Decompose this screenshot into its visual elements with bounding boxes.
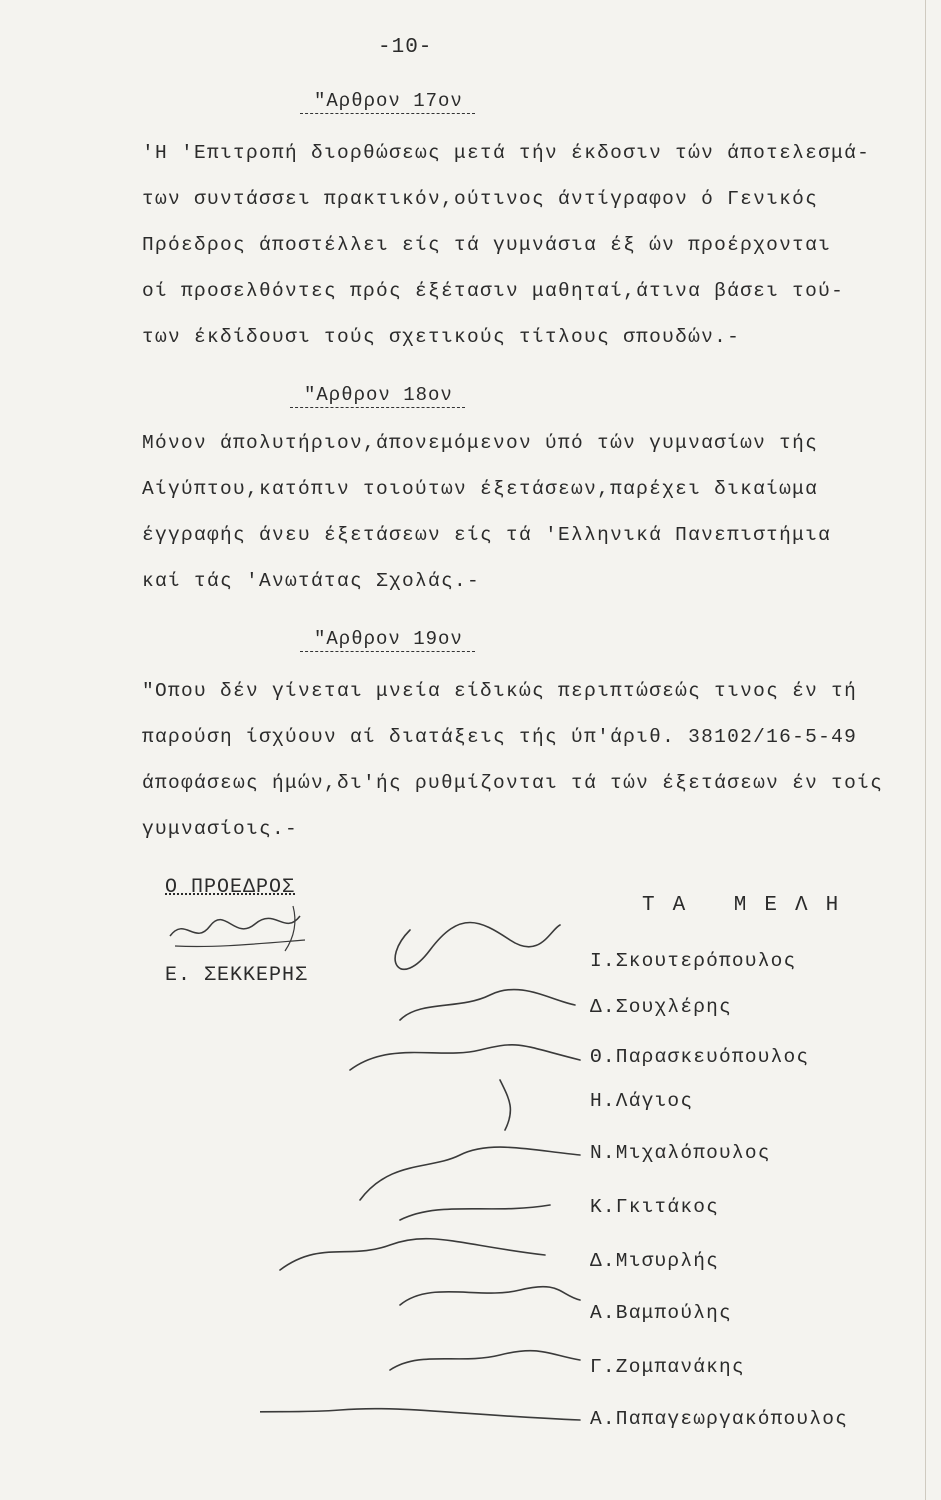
text-line: παρούση ίσχύουν αί διατάξεις τής ύπ'άριθ. 38102/16-5-49 — [142, 726, 858, 748]
page-number: -10- — [378, 36, 433, 59]
member-name: Δ.Σουχλέρης — [590, 996, 732, 1018]
text-line: των έκδίδουσι τούς σχετικούς τίτλους σπουδών.- — [142, 326, 741, 348]
article-19-body — [142, 668, 882, 852]
page-edge — [925, 0, 926, 1500]
text-line: Αίγύπτου,κατόπιν τοιούτων έξετάσεων,παρέχει δικαίωμα — [142, 478, 819, 500]
president-block — [165, 876, 325, 987]
president-title: Ο ΠΡΟΕΔΡΟΣ — [165, 876, 296, 899]
president-name: Ε. ΣΕΚΚΕΡΗΣ — [165, 964, 309, 987]
member-name: Δ.Μισυρλής — [590, 1250, 720, 1272]
member-name: Θ.Παρασκευόπουλος — [590, 1046, 810, 1068]
text-line: Μόνον άπολυτήριον,άπονεμόμενον ύπό τών γυμνασίων τής — [142, 432, 819, 454]
article-18-body — [142, 420, 882, 604]
article-19-heading: "Αρθρον 19ον — [300, 628, 475, 652]
text-line: 'Η 'Επιτροπή διορθώσεως μετά τήν έκδοσιν τών άποτελεσμά- — [142, 142, 871, 164]
article-17-heading: "Αρθρον 17ον — [300, 90, 475, 114]
text-line: οί προσελθόντες πρός έξέτασιν μαθηταί,άτινα βάσει τού- — [142, 280, 845, 302]
text-line: "Οπου δέν γίνεται μνεία είδικώς περιπτώσεώς τινος έν τή — [142, 680, 858, 702]
member-name: Α.Παπαγεωργακόπουλος — [590, 1408, 849, 1430]
text-line: καί τάς 'Ανωτάτας Σχολάς.- — [142, 570, 481, 592]
article-17-body — [142, 130, 882, 360]
text-line: των συντάσσει πρακτικόν,ούτινος άντίγραφον ό Γενικός — [142, 188, 819, 210]
article-18-heading: "Αρθρον 18ον — [290, 384, 465, 408]
text-line: Πρόεδρος άποστέλλει είς τά γυμνάσια έξ ών προέρχονται — [142, 234, 832, 256]
text-line: έγγραφής άνευ έξετάσεων είς τά 'Ελληνικά Πανεπιστήμια — [142, 524, 832, 546]
text-line: άποφάσεως ήμών,δι'ής ρυθμίζονται τά τών έξετάσεων έν τοίς — [142, 772, 884, 794]
member-name: Γ.Ζομπανάκης — [590, 1356, 745, 1378]
member-name: Ι.Σκουτερόπουλος — [590, 950, 797, 972]
text-line: γυμνασίοις.- — [142, 818, 299, 840]
member-name: Κ.Γκιτάκος — [590, 1196, 720, 1218]
member-name: Ν.Μιχαλόπουλος — [590, 1142, 771, 1164]
member-name: Η.Λάγιος — [590, 1090, 694, 1112]
member-signatures — [260, 900, 600, 1460]
member-name: Α.Βαμπούλης — [590, 1302, 732, 1324]
members-title: ΤΑ ΜΕΛΗ — [642, 894, 857, 917]
